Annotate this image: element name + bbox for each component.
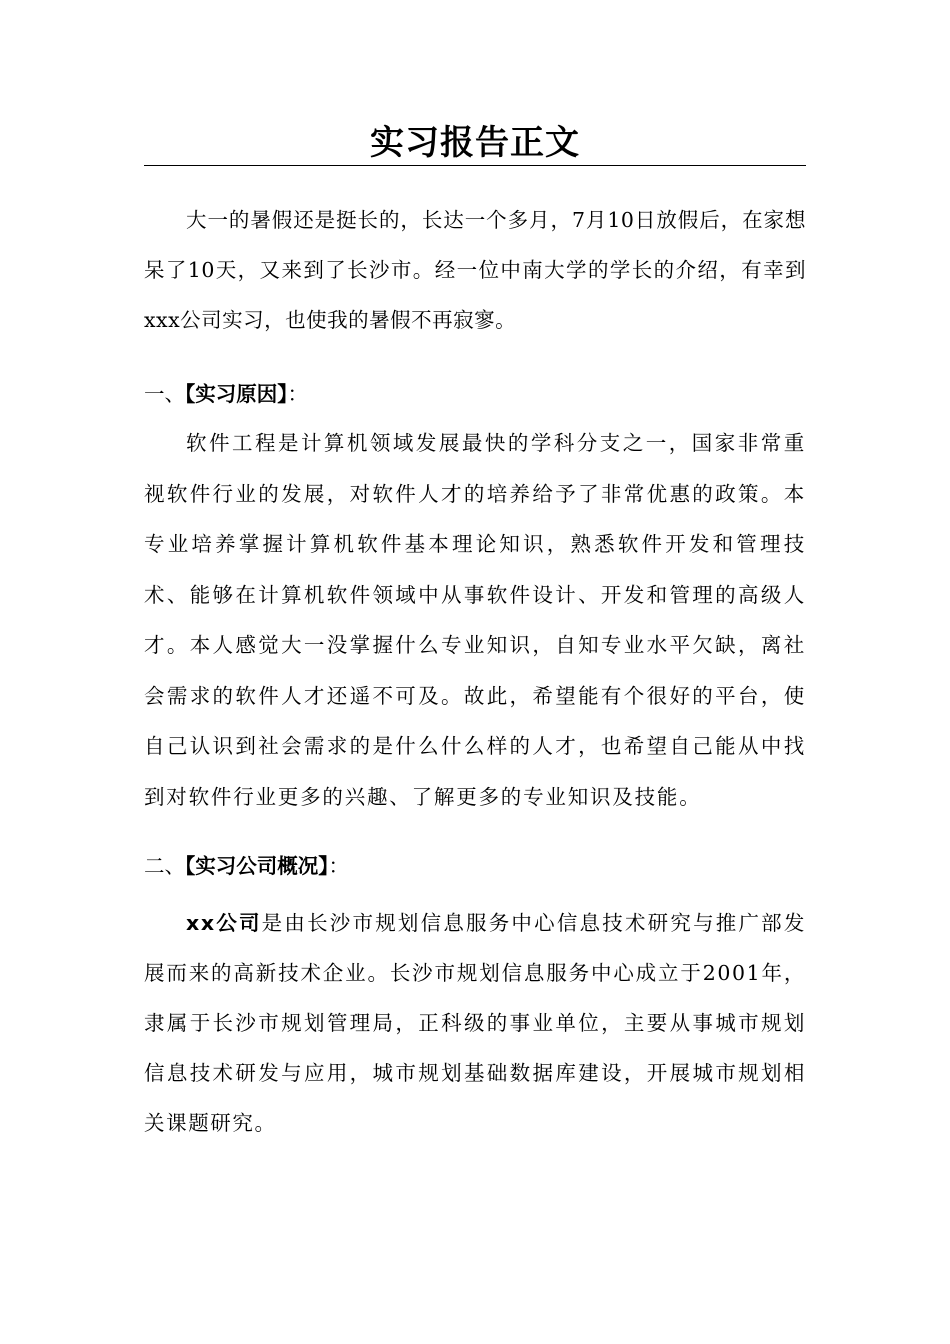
- internship-reason-paragraph: 软件工程是计算机领域发展最快的学科分支之一，国家非常重视软件行业的发展，对软件人才的培养给予了非常优惠的政策。本专业培养掌握计算机软件基本理论知识，熟悉软件开发和管理技术、能够在计算机软件领域中从事软件设计、开发和管理的高级人才。本人感觉大一没掌握什么专业知识，自知专业水平欠缺，离社会需求的软件人才还遥不可及。故此，希望能有个很好的平台，使自己认识到社会需求的是什么什么样的人才，也希望自己能从中找到对软件行业更多的兴趣、了解更多的专业知识及技能。: [144, 431, 806, 809]
- section-heading-internship-reason: [144, 374, 806, 414]
- section-number: 二、: [144, 854, 185, 878]
- intro-paragraph: 大一的暑假还是挺长的，长达一个多月，7月10日放假后，在家想呆了10天，又来到了长沙市。经一位中南大学的学长的介绍，有幸到xxx公司实习，也使我的暑假不再寂寥。: [144, 208, 806, 332]
- section-colon: ：: [328, 854, 349, 878]
- section-heading-company-overview: [144, 846, 806, 886]
- company-overview-paragraph: [144, 898, 806, 1148]
- company-name: xx公司: [186, 911, 262, 935]
- section-label: 【实习原因】: [185, 382, 288, 406]
- section-label: 【实习公司概况】: [185, 854, 329, 878]
- section-colon: ：: [287, 382, 308, 406]
- section-number: 一、: [144, 382, 185, 406]
- document-title: 实习报告正文: [370, 123, 580, 163]
- company-overview-text: 是由长沙市规划信息服务中心信息技术研究与推广部发展而来的高新技术企业。长沙市规划信息服务中心成立于2001年，隶属于长沙市规划管理局，正科级的事业单位，主要从事城市规划信息技术研发与应用，城市规划基础数据库建设，开展城市规划相关课题研究。: [144, 911, 806, 1135]
- title-underline: [144, 165, 806, 166]
